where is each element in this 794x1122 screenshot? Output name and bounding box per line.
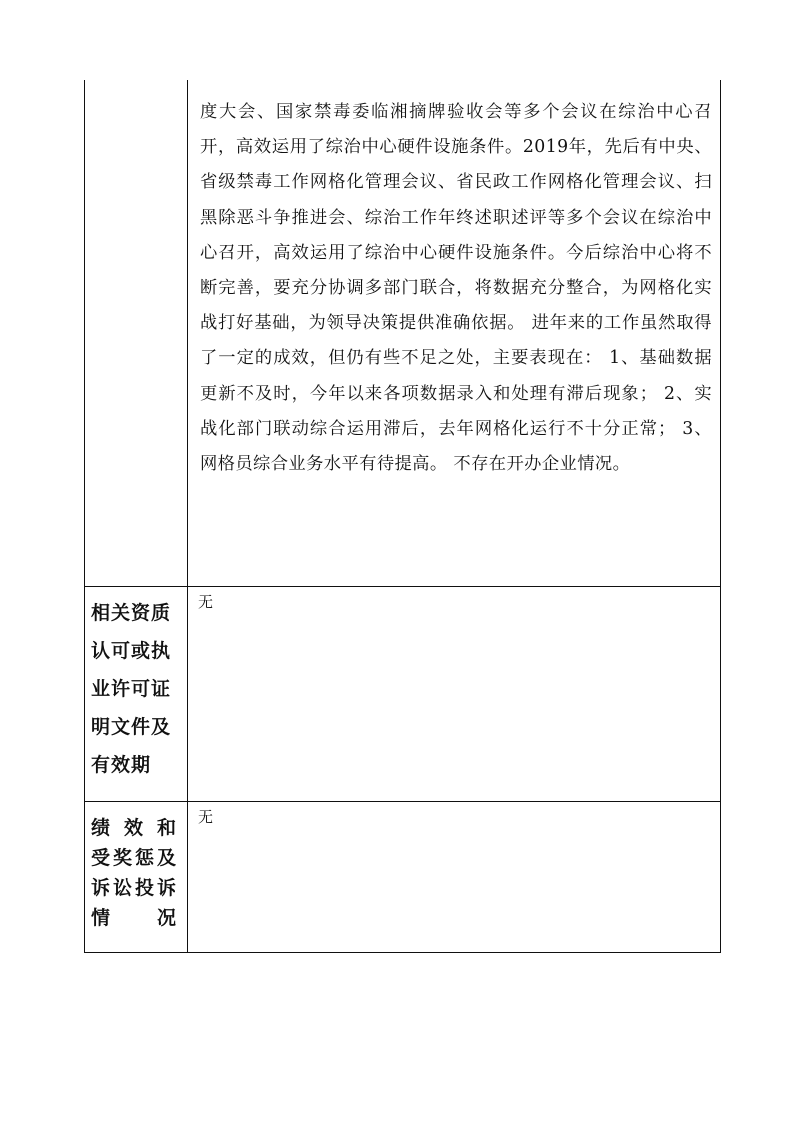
qualification-label-cell bbox=[85, 587, 188, 802]
performance-label bbox=[85, 802, 187, 933]
performance-label-line: 情 况 bbox=[91, 907, 177, 929]
work-summary-row bbox=[85, 80, 721, 587]
empty-label-cell bbox=[85, 80, 188, 587]
performance-label-line: 受 奖 惩 及 bbox=[91, 847, 177, 869]
performance-row bbox=[85, 802, 721, 953]
performance-label-cell bbox=[85, 802, 188, 953]
work-summary-text: 度大会、国家禁毒委临湘摘牌验收会等多个会议在综治中心召开，高效运用了综治中心硬件设施条件。2019年，先后有中央、省级禁毒工作网格化管理会议、省民政工作网格化管理会议、扫黑除恶斗争推进会、综治工作年终述职述评等多个会议在综治中心召开，高效运用了综治中心硬件设施条件。今后综治中心将不断完善，要充分协调多部门联合，将数据充分整合，为网格化实战打好基础，为领导决策提供准确依据。 进年来的工作虽然取得了一定的成效，但仍有些不足之处，主要表现在： 1、基础数据更新不及时，今年以来各项数据录入和处理有滞后现象； 2、实战化部门联动综合运用滞后，去年网格化运行不十分正常； 3、网格员综合业务水平有待提高。 不存在开办企业情况。 bbox=[200, 102, 712, 475]
info-table bbox=[84, 80, 721, 953]
performance-label-line: 绩 效 和 bbox=[91, 817, 177, 839]
performance-label-line: 诉 讼 投 诉 bbox=[91, 877, 177, 899]
performance-value: 无 bbox=[198, 808, 214, 826]
qualification-value: 无 bbox=[198, 593, 214, 611]
qualification-row bbox=[85, 587, 721, 802]
work-summary-cell bbox=[188, 80, 721, 587]
qualification-value-cell bbox=[188, 587, 721, 802]
performance-value-cell bbox=[188, 802, 721, 953]
qualification-label: 相关资质认可或执业许可证明文件及有效期 bbox=[91, 602, 172, 776]
